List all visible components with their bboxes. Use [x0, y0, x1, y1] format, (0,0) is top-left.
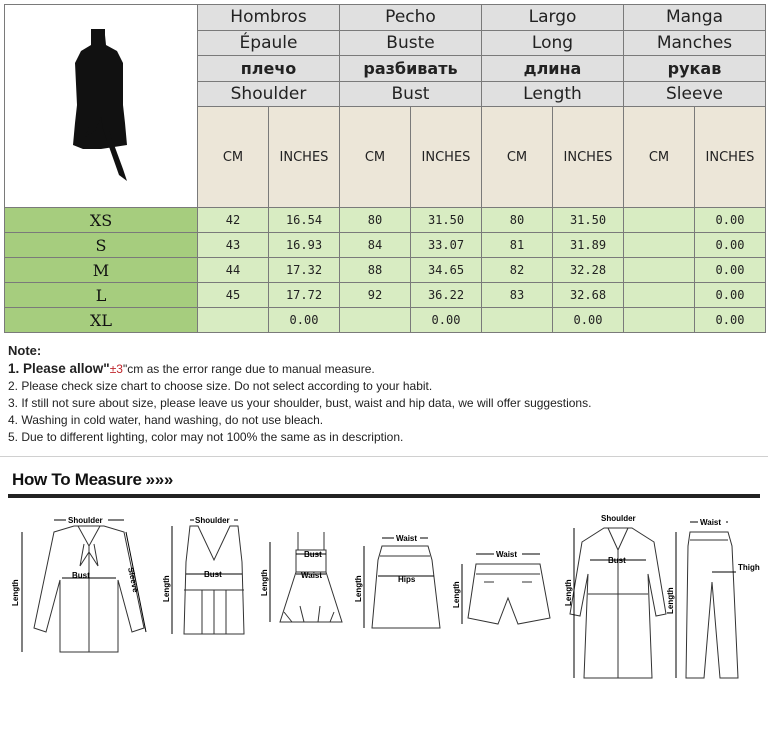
shorts-figure: [452, 548, 550, 624]
label-shoulder-1: Shoulder: [68, 516, 103, 525]
size-value: 32.28: [553, 258, 624, 283]
label-bust-1: Bust: [72, 571, 90, 580]
size-row: [5, 308, 766, 333]
size-value: 0.00: [269, 308, 340, 333]
blouse-figure: [11, 514, 146, 652]
size-value: 42: [198, 208, 269, 233]
how-to-measure-title: How To Measure: [12, 470, 142, 489]
size-value: 16.54: [269, 208, 340, 233]
size-row: [5, 283, 766, 308]
label-sleeve-1: Sleeve: [126, 566, 141, 594]
label-hips-4: Hips: [398, 575, 416, 584]
note-1-tolerance: ±3: [109, 362, 123, 376]
unit-header: INCHES: [411, 107, 482, 208]
size-table: [4, 4, 766, 333]
size-value: 0.00: [695, 208, 766, 233]
coat-figure: [564, 512, 666, 678]
header-cell: Largo: [482, 5, 624, 31]
note-4: 4. Washing in cold water, hand washing, do not use bleach.: [8, 413, 324, 427]
size-row: [5, 258, 766, 283]
size-value: 88: [340, 258, 411, 283]
size-value: 92: [340, 283, 411, 308]
unit-header: INCHES: [553, 107, 624, 208]
size-value: [624, 283, 695, 308]
tank-figure: [162, 514, 244, 634]
header-cell: Sleeve: [624, 81, 766, 107]
label-thigh-7: Thigh: [738, 563, 760, 572]
label-waist-5: Waist: [496, 550, 518, 559]
header-cell: Pecho: [340, 5, 482, 31]
header-cell: плечо: [198, 56, 340, 82]
unit-header: INCHES: [269, 107, 340, 208]
size-value: 82: [482, 258, 553, 283]
size-value: 84: [340, 233, 411, 258]
header-cell: Long: [482, 30, 624, 56]
size-label: S: [5, 233, 198, 258]
size-value: 80: [482, 208, 553, 233]
strap-dress-figure: [260, 532, 342, 622]
size-value: 0.00: [695, 233, 766, 258]
size-value: 45: [198, 283, 269, 308]
unit-header: CM: [482, 107, 553, 208]
size-value: [624, 308, 695, 333]
size-value: 31.89: [553, 233, 624, 258]
size-label: XS: [5, 208, 198, 233]
size-row: [5, 208, 766, 233]
skirt-figure: [354, 532, 440, 628]
arrows-icon: »»»: [145, 470, 174, 489]
header-cell: Manches: [624, 30, 766, 56]
size-value: 43: [198, 233, 269, 258]
label-waist-3: Waist: [301, 571, 323, 580]
size-label: L: [5, 283, 198, 308]
label-length-1: Length: [11, 579, 20, 606]
label-length-6: Length: [564, 579, 573, 606]
label-bust-6: Bust: [608, 556, 626, 565]
unit-header: CM: [198, 107, 269, 208]
size-value: 32.68: [553, 283, 624, 308]
label-bust-3: Bust: [304, 550, 322, 559]
size-value: [624, 258, 695, 283]
label-length-7: Length: [666, 587, 675, 614]
label-shoulder-2: Shoulder: [195, 516, 230, 525]
size-value: 31.50: [553, 208, 624, 233]
black-dress-image: [5, 5, 197, 203]
note-5: 5. Due to different lighting, color may not 100% the same as in description.: [8, 430, 404, 444]
size-value: 44: [198, 258, 269, 283]
notes-section: [8, 342, 758, 446]
label-shoulder-6: Shoulder: [601, 514, 636, 523]
header-cell: Hombros: [198, 5, 340, 31]
size-value: 0.00: [695, 308, 766, 333]
label-length-4: Length: [354, 575, 363, 602]
how-to-measure-heading: [12, 470, 173, 490]
size-label: M: [5, 258, 198, 283]
size-value: 17.32: [269, 258, 340, 283]
header-cell: разбивать: [340, 56, 482, 82]
size-value: 0.00: [695, 258, 766, 283]
unit-header: CM: [624, 107, 695, 208]
note-1-bold: 1. Please allow": [8, 361, 110, 376]
size-value: 81: [482, 233, 553, 258]
header-cell: рукав: [624, 56, 766, 82]
section-divider: [0, 456, 768, 457]
unit-header: CM: [340, 107, 411, 208]
size-value: 36.22: [411, 283, 482, 308]
size-value: 0.00: [695, 283, 766, 308]
note-1: [8, 360, 758, 378]
header-cell: Épaule: [198, 30, 340, 56]
heading-rule: [8, 494, 760, 498]
size-value: 31.50: [411, 208, 482, 233]
pants-figure: [666, 516, 760, 678]
header-cell: длина: [482, 56, 624, 82]
size-value: 0.00: [553, 308, 624, 333]
product-photo: [5, 5, 198, 208]
size-value: 83: [482, 283, 553, 308]
label-waist-7: Waist: [700, 518, 722, 527]
header-cell: Length: [482, 81, 624, 107]
header-cell: Bust: [340, 81, 482, 107]
header-cell: Shoulder: [198, 81, 340, 107]
note-1-rest: "cm as the error range due to manual measure.: [122, 362, 375, 376]
note-2: 2. Please check size chart to choose size. Do not select according to your habit.: [8, 379, 433, 393]
size-value: 33.07: [411, 233, 482, 258]
label-bust-2: Bust: [204, 570, 222, 579]
size-value: [198, 308, 269, 333]
size-value: [482, 308, 553, 333]
size-value: 16.93: [269, 233, 340, 258]
size-value: 80: [340, 208, 411, 233]
size-value: 17.72: [269, 283, 340, 308]
label-waist-4: Waist: [396, 534, 418, 543]
size-value: [624, 208, 695, 233]
label-length-3: Length: [260, 569, 269, 596]
label-length-5: Length: [452, 581, 461, 608]
size-value: 0.00: [411, 308, 482, 333]
label-length-2: Length: [162, 575, 171, 602]
size-value: 34.65: [411, 258, 482, 283]
measurement-figures: [8, 502, 760, 730]
size-row: [5, 233, 766, 258]
header-cell: Manga: [624, 5, 766, 31]
header-cell: Buste: [340, 30, 482, 56]
size-value: [624, 233, 695, 258]
unit-header: INCHES: [695, 107, 766, 208]
size-label: XL: [5, 308, 198, 333]
note-3: 3. If still not sure about size, please leave us your shoulder, bust, waist and hip data, we will offer suggestions.: [8, 396, 592, 410]
size-value: [340, 308, 411, 333]
notes-title: Note:: [8, 343, 42, 358]
